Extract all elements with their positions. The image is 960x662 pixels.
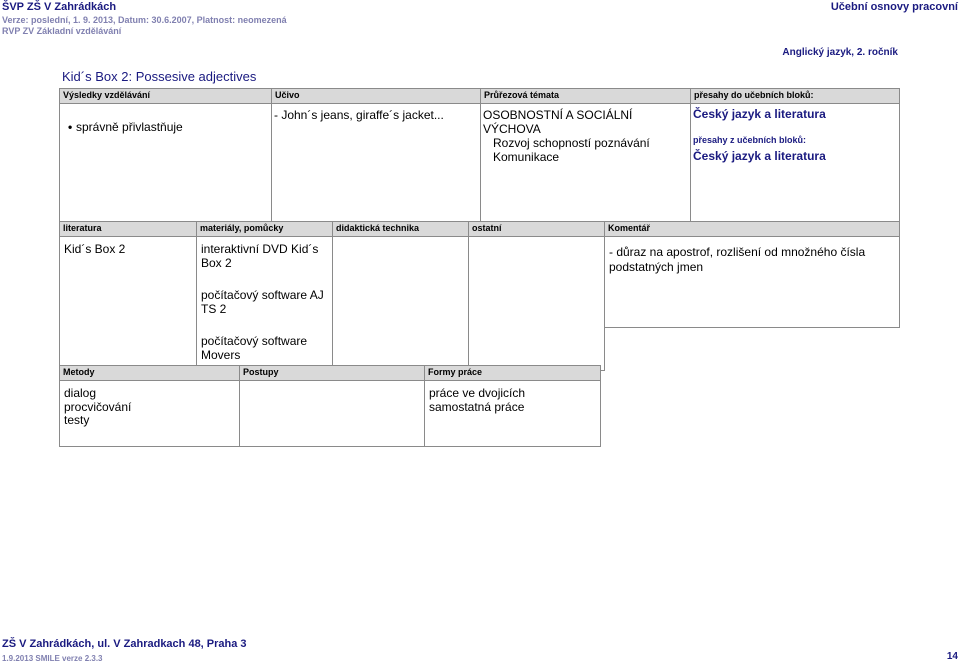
header-materials: materiály, pomůcky — [197, 222, 333, 237]
materials-cell — [197, 237, 333, 371]
materials-table — [59, 221, 900, 371]
comment-blank — [605, 327, 900, 370]
methods-table — [59, 365, 601, 447]
topic-title: Kid´s Box 2: Possesive adjectives — [62, 69, 257, 84]
rvp-line: RVP ZV Základní vzdělávání — [2, 26, 122, 36]
method-item: dialog — [64, 386, 97, 400]
comment-text: - důraz na apostrof, rozlišení od množného čísla podstatných jmen — [609, 245, 866, 274]
header-other: ostatní — [469, 222, 605, 237]
work-form-item: práce ve dvojicích — [429, 386, 526, 400]
cross-topic-title-line2: VÝCHOVA — [483, 122, 541, 136]
cross-topic-item: Rozvoj schopností poznávání — [493, 136, 650, 150]
literature-text: Kid´s Box 2 — [64, 242, 126, 256]
header-overlap-to: přesahy do učebních bloků: — [691, 89, 900, 104]
header-methods: Metody — [60, 366, 240, 381]
version-line: Verze: poslední, 1. 9. 2013, Datum: 30.6.2007, Platnost: neomezená — [2, 15, 287, 25]
header-cross-topics: Průřezová témata — [481, 89, 691, 104]
header-didactic-tech: didaktická technika — [333, 222, 469, 237]
school-address: ZŠ V Zahrádkách, ul. V Zahradkach 48, Praha 3 — [2, 638, 247, 650]
ucivo-text: - John´s jeans, giraffe´s jacket... — [274, 108, 444, 122]
outcome-text: správně přivlastňuje — [76, 120, 183, 134]
subject-grade: Anglický jazyk, 2. ročník — [782, 47, 898, 58]
cross-topic-title — [481, 104, 690, 136]
software-version: 1.9.2013 SMILE verze 2.3.3 — [2, 654, 103, 662]
page-number: 14 — [946, 651, 958, 662]
bullet-icon: • — [68, 120, 73, 134]
overlap-to-subject: Český jazyk a literatura — [693, 107, 826, 121]
methods-cell — [60, 381, 240, 447]
header-literature: literatura — [60, 222, 197, 237]
document-type: Učební osnovy pracovní — [830, 1, 958, 13]
material-item: počítačový software AJ TS 2 — [201, 288, 324, 316]
comment-cell — [605, 237, 900, 328]
header-comment: Komentář — [605, 222, 900, 237]
cross-topic-item: Komunikace — [493, 150, 560, 164]
outcome-item — [60, 104, 271, 134]
material-item: počítačový software Movers — [201, 334, 308, 362]
header-outcomes: Výsledky vzdělávání — [60, 89, 272, 104]
material-item: interaktivní DVD Kid´s Box 2 — [201, 242, 319, 270]
literature-cell — [60, 237, 197, 371]
other-cell — [469, 237, 605, 371]
work-form-item: samostatná práce — [429, 399, 525, 414]
work-forms-cell — [425, 381, 601, 447]
method-item: testy — [64, 413, 90, 427]
document-title: ŠVP ZŠ V Zahrádkách — [2, 1, 117, 13]
didactic-tech-cell — [333, 237, 469, 371]
procedures-cell — [240, 381, 425, 447]
outcomes-cell — [60, 104, 272, 226]
overlap-cell — [691, 104, 900, 226]
ucivo-cell — [272, 104, 481, 226]
header-work-forms: Formy práce — [425, 366, 601, 381]
overlap-from-label: přesahy z učebních bloků: — [693, 135, 807, 145]
header-procedures: Postupy — [240, 366, 425, 381]
cross-topics-cell — [481, 104, 691, 226]
method-item: procvičování — [64, 399, 132, 414]
outcomes-table — [59, 88, 900, 226]
header-ucivo: Učivo — [272, 89, 481, 104]
overlap-from-subject: Český jazyk a literatura — [693, 149, 826, 163]
cross-topic-title-line1: OSOBNOSTNÍ A SOCIÁLNÍ — [483, 108, 633, 122]
